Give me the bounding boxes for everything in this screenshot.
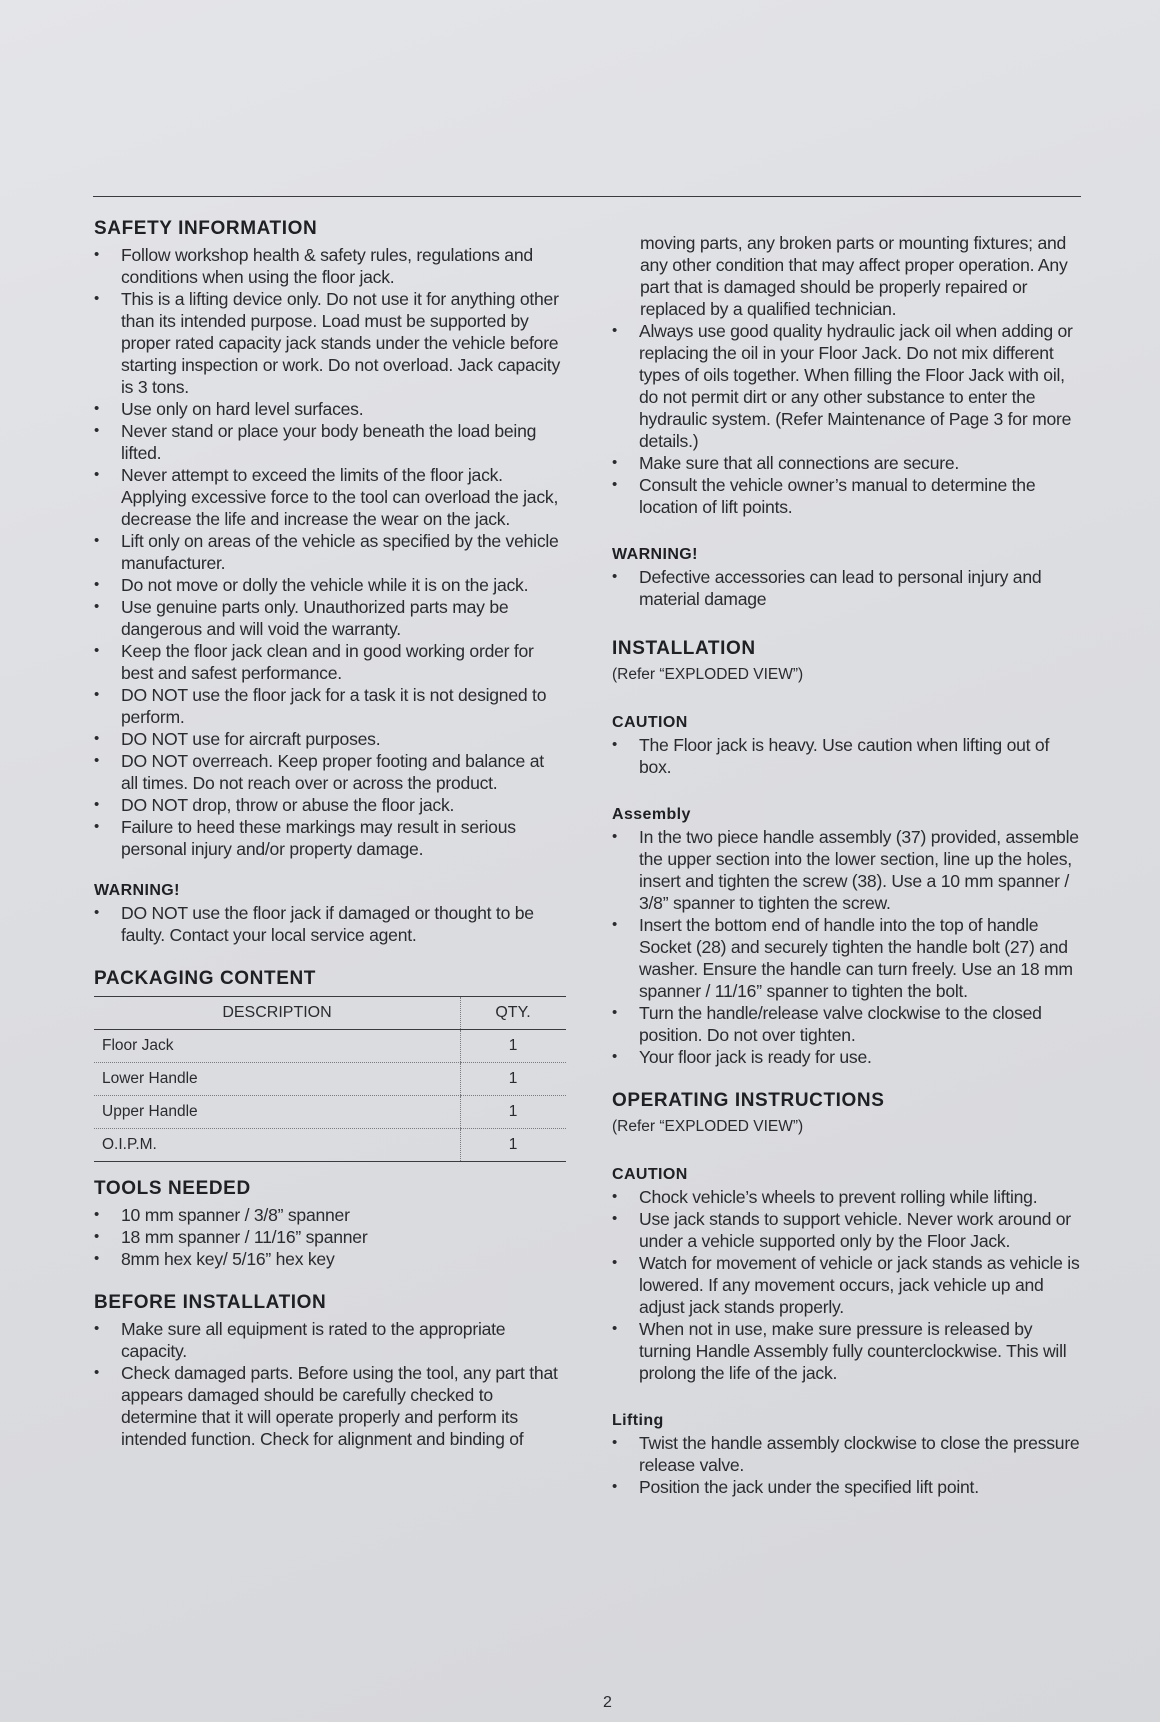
installation-heading: INSTALLATION xyxy=(612,638,756,659)
before-installation-list-continued xyxy=(612,320,1082,518)
tools-heading: TOOLS NEEDED xyxy=(94,1178,251,1199)
assembly-heading: Assembly xyxy=(612,806,691,823)
list-item: • DO NOT overreach. Keep proper footing and balance at all times. Do not reach over or across the product. xyxy=(94,750,564,794)
list-item: • Follow workshop health & safety rules, regulations and conditions when using the floor jack. xyxy=(94,244,564,288)
before-installation-list xyxy=(94,1318,564,1450)
list-item: • 8mm hex key/ 5/16” hex key xyxy=(94,1248,564,1270)
table-row xyxy=(94,1129,566,1162)
right-column xyxy=(612,232,1082,1498)
list-item: • Always use good quality hydraulic jack oil when adding or replacing the oil in your Floor Jack. Do not mix different types of oils together. When filling the Floor Jack with oil, do not permit dirt or any other substance to enter the hydraulic system. (Refer Maintenance of Page 3 for more details.) xyxy=(612,320,1082,452)
warning-heading: WARNING! xyxy=(94,882,180,899)
table-row xyxy=(94,1096,566,1129)
list-item: • Chock vehicle’s wheels to prevent rolling while lifting. xyxy=(612,1186,1082,1208)
list-item: • Make sure all equipment is rated to the appropriate capacity. xyxy=(94,1318,564,1362)
caution-heading: CAUTION xyxy=(612,714,688,731)
list-item: • DO NOT use for aircraft purposes. xyxy=(94,728,564,750)
operating-heading: OPERATING INSTRUCTIONS xyxy=(612,1090,885,1111)
assembly-list xyxy=(612,826,1082,1068)
list-item: • Defective accessories can lead to personal injury and material damage xyxy=(612,566,1082,610)
before-installation-heading: BEFORE INSTALLATION xyxy=(94,1292,327,1313)
top-rule xyxy=(93,196,1081,197)
list-item: • DO NOT drop, throw or abuse the floor jack. xyxy=(94,794,564,816)
list-item: • When not in use, make sure pressure is released by turning Handle Assembly fully counterclockwise. This will prolong the life of the jack. xyxy=(612,1318,1082,1384)
list-item: • Your floor jack is ready for use. xyxy=(612,1046,1082,1068)
list-item: • Lift only on areas of the vehicle as specified by the vehicle manufacturer. xyxy=(94,530,564,574)
list-item: • 18 mm spanner / 11/16” spanner xyxy=(94,1226,564,1248)
list-item: • Failure to heed these markings may result in serious personal injury and/or property damage. xyxy=(94,816,564,860)
cell-description: Lower Handle xyxy=(94,1063,461,1096)
table-row xyxy=(94,1063,566,1096)
cell-qty: 1 xyxy=(461,1096,567,1129)
warning-list xyxy=(612,566,1082,610)
lifting-list xyxy=(612,1432,1082,1498)
cell-qty: 1 xyxy=(461,1063,567,1096)
operating-refer: (Refer “EXPLODED VIEW”) xyxy=(612,1118,804,1135)
cell-description: Upper Handle xyxy=(94,1096,461,1129)
list-item: • Turn the handle/release valve clockwise to the closed position. Do not over tighten. xyxy=(612,1002,1082,1046)
caution-heading: CAUTION xyxy=(612,1166,688,1183)
cell-description: O.I.P.M. xyxy=(94,1129,461,1162)
warning-heading: WARNING! xyxy=(612,546,698,563)
tools-list xyxy=(94,1204,564,1270)
list-item: • 10 mm spanner / 3/8” spanner xyxy=(94,1204,564,1226)
cell-qty: 1 xyxy=(461,1030,567,1063)
list-item: • Check damaged parts. Before using the tool, any part that appears damaged should be carefully checked to determine that it will operate properly and perform its intended function. Check for alignment and binding of xyxy=(94,1362,564,1450)
packaging-heading: PACKAGING CONTENT xyxy=(94,968,317,989)
list-item: • Consult the vehicle owner’s manual to determine the location of lift points. xyxy=(612,474,1082,518)
table-header-row xyxy=(94,997,566,1030)
column-header-description: DESCRIPTION xyxy=(94,997,461,1030)
list-item: • DO NOT use the floor jack if damaged or thought to be faulty. Contact your local service agent. xyxy=(94,902,564,946)
list-item: • Watch for movement of vehicle or jack stands as vehicle is lowered. If any movement occurs, jack vehicle up and adjust jack stands properly. xyxy=(612,1252,1082,1318)
cell-description: Floor Jack xyxy=(94,1030,461,1063)
left-column xyxy=(94,218,564,1450)
continued-text: moving parts, any broken parts or mounting fixtures; and any other condition that may affect proper operation. Any part that is damaged should be properly repaired or replaced by a qualified technician. xyxy=(640,233,1068,319)
list-item: • Position the jack under the specified lift point. xyxy=(612,1476,1082,1498)
list-item: • Make sure that all connections are secure. xyxy=(612,452,1082,474)
page-number: 2 xyxy=(603,1694,612,1711)
safety-list xyxy=(94,244,564,860)
caution-list xyxy=(612,1186,1082,1384)
installation-refer: (Refer “EXPLODED VIEW”) xyxy=(612,666,804,683)
list-item: • Do not move or dolly the vehicle while it is on the jack. xyxy=(94,574,564,596)
list-item: • Never attempt to exceed the limits of the floor jack. Applying excessive force to the tool can overload the jack, decrease the life and increase the wear on the jack. xyxy=(94,464,564,530)
cell-qty: 1 xyxy=(461,1129,567,1162)
warning-list xyxy=(94,902,564,946)
list-item: • Insert the bottom end of handle into the top of handle Socket (28) and securely tighten the handle bolt (27) and washer. Ensure the handle can turn freely. Use an 18 mm spanner / 11/16” spanner to tighten the bolt. xyxy=(612,914,1082,1002)
list-item: • DO NOT use the floor jack for a task it is not designed to perform. xyxy=(94,684,564,728)
list-item: • In the two piece handle assembly (37) provided, assemble the upper section into the lower section, line up the holes, insert and tighten the screw (38). Use a 10 mm spanner / 3/8” spanner to tighten the screw. xyxy=(612,826,1082,914)
list-item: • Use jack stands to support vehicle. Never work around or under a vehicle supported only by the Floor Jack. xyxy=(612,1208,1082,1252)
table-row xyxy=(94,1030,566,1063)
column-header-qty: QTY. xyxy=(461,997,567,1030)
list-item: • Use genuine parts only. Unauthorized parts may be dangerous and will void the warranty. xyxy=(94,596,564,640)
list-item: • Never stand or place your body beneath the load being lifted. xyxy=(94,420,564,464)
caution-list xyxy=(612,734,1082,778)
list-item: • Use only on hard level surfaces. xyxy=(94,398,564,420)
list-item: • This is a lifting device only. Do not use it for anything other than its intended purpose. Load must be supported by proper rated capacity jack stands under the vehicle before starting inspection or work. Do not overload. Jack capacity is 3 tons. xyxy=(94,288,564,398)
packaging-table xyxy=(94,996,566,1162)
safety-heading: SAFETY INFORMATION xyxy=(94,218,318,239)
lifting-heading: Lifting xyxy=(612,1412,664,1429)
list-item: • The Floor jack is heavy. Use caution when lifting out of box. xyxy=(612,734,1082,778)
list-item: • Keep the floor jack clean and in good working order for best and safest performance. xyxy=(94,640,564,684)
list-item: • Twist the handle assembly clockwise to close the pressure release valve. xyxy=(612,1432,1082,1476)
